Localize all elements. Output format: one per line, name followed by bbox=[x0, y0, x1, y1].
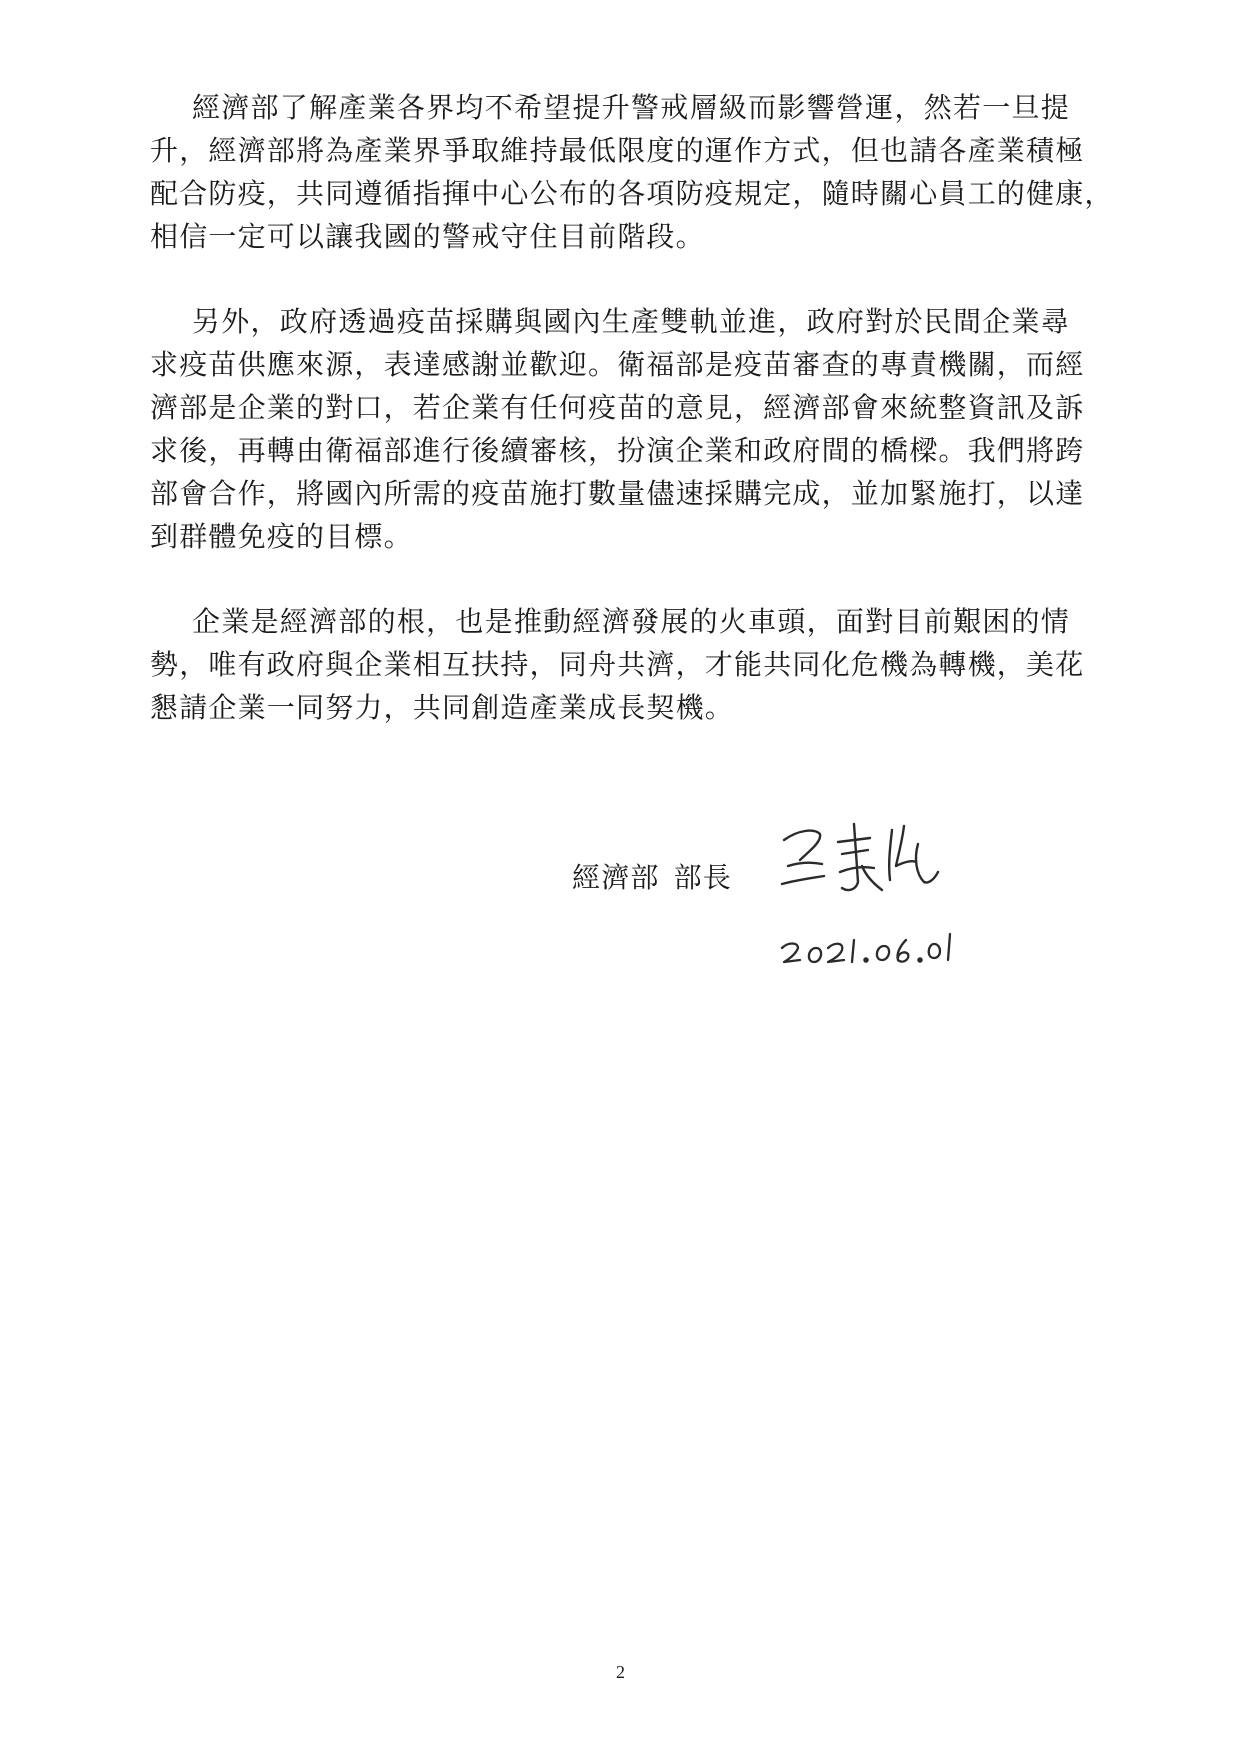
letter-body bbox=[150, 86, 1114, 771]
signatory-ministry: 經濟部 bbox=[572, 861, 660, 894]
text-line: 配合防疫，共同遵循指揮中心公布的各項防疫規定，隨時關心員工的健康， bbox=[150, 177, 1114, 210]
handwritten-date bbox=[778, 918, 954, 966]
text-line: 相信一定可以讓我國的警戒守住目前階段。 bbox=[150, 220, 705, 253]
text-line: 求後，再轉由衛福部進行後續審核，扮演企業和政府間的橋樑。我們將跨 bbox=[150, 434, 1085, 467]
paragraph-3 bbox=[150, 600, 1085, 729]
text-line: 升，經濟部將為產業界爭取維持最低限度的運作方式，但也請各產業積極 bbox=[150, 134, 1085, 167]
text-line: 勢，唯有政府與企業相互扶持，同舟共濟，才能共同化危機為轉機，美花 bbox=[150, 648, 1085, 681]
handwritten-signature bbox=[778, 818, 948, 900]
page-number: 2 bbox=[616, 1662, 625, 1682]
text-line: 求疫苗供應來源，表達感謝並歡迎。衛福部是疫苗審查的專責機關，而經 bbox=[150, 348, 1085, 381]
paragraph-2 bbox=[150, 300, 1085, 558]
text-line: 懇請企業一同努力，共同創造產業成長契機。 bbox=[150, 691, 735, 724]
paragraph-1 bbox=[150, 86, 1114, 258]
text-line: 另外，政府透過疫苗採購與國內生產雙軌並進，政府對於民間企業尋 bbox=[192, 305, 1070, 338]
text-line: 經濟部了解產業各界均不希望提升警戒層級而影響營運，然若一旦提 bbox=[192, 91, 1070, 124]
signatory-label bbox=[572, 856, 732, 896]
text-line: 濟部是企業的對口，若企業有任何疫苗的意見，經濟部會來統整資訊及訴 bbox=[150, 391, 1085, 424]
text-line: 部會合作，將國內所需的疫苗施打數量儘速採購完成，並加緊施打，以達 bbox=[150, 477, 1085, 510]
text-line: 企業是經濟部的根，也是推動經濟發展的火車頭，面對目前艱困的情 bbox=[192, 605, 1070, 638]
signatory-title: 部長 bbox=[673, 861, 733, 894]
text-line: 到群體免疫的目標。 bbox=[150, 520, 413, 553]
